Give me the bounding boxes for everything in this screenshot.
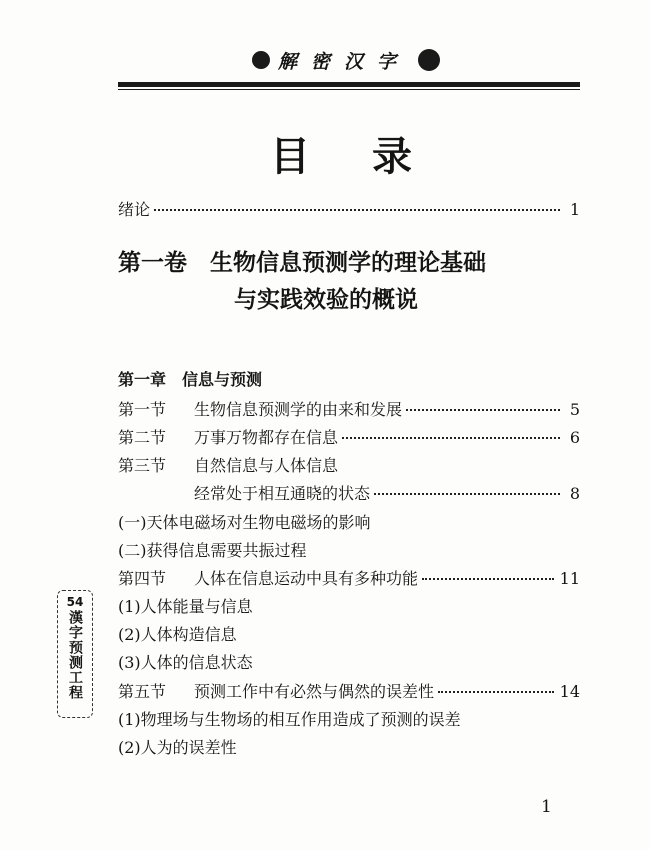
page-title: 目录: [270, 134, 474, 180]
dot-leader: [342, 437, 560, 439]
toc-entry-section-3-continuation[interactable]: [194, 481, 580, 504]
stamp-text: 漢字预测工程: [67, 610, 83, 700]
toc-page: 1: [569, 200, 580, 219]
toc-entry-section-2[interactable]: [118, 425, 580, 448]
toc-entry-section-5[interactable]: [118, 679, 580, 702]
toc-entry-section-1[interactable]: [118, 397, 580, 420]
dot-leader: [438, 691, 554, 693]
chapter-heading: 第一章 信息与预测: [118, 370, 263, 389]
toc-subentry[interactable]: (二)获得信息需要共振过程: [118, 541, 307, 560]
section-number: 第四节: [118, 569, 167, 588]
dot-leader: [406, 409, 560, 411]
section-title: 自然信息与人体信息: [194, 456, 339, 475]
toc-subentry[interactable]: (一)天体电磁场对生物电磁场的影响: [118, 513, 371, 532]
bullet-left: [252, 51, 270, 69]
toc-page: 11: [559, 569, 580, 588]
dot-leader: [154, 209, 560, 211]
toc-entry-intro[interactable]: [118, 197, 580, 220]
toc-entry-section-3[interactable]: [118, 453, 580, 476]
toc-page: 8: [569, 484, 580, 503]
section-number: 第一节: [118, 400, 167, 419]
toc-subentry[interactable]: (1)人体能量与信息: [118, 597, 253, 616]
section-title: 生物信息预测学的由来和发展: [194, 400, 403, 419]
toc-page: 5: [569, 400, 580, 419]
section-number: 第三节: [118, 456, 167, 475]
dot-leader: [422, 578, 554, 580]
toc-subentry[interactable]: (3)人体的信息状态: [118, 653, 253, 672]
bullet-right: [418, 49, 440, 71]
volume-title-line1: 第一卷 生物信息预测学的理论基础: [118, 250, 486, 276]
toc-page: 14: [559, 682, 580, 701]
stamp-number: 54: [66, 595, 84, 609]
toc-subentry[interactable]: (2)人体构造信息: [118, 625, 237, 644]
header-rule-thick: [118, 82, 580, 87]
section-number: 第五节: [118, 682, 167, 701]
header-banner-text: 解密汉字: [277, 50, 410, 73]
volume-title-line2: 与实践效验的概说: [234, 287, 418, 313]
section-title-continuation: 经常处于相互通晓的状态: [194, 484, 371, 503]
header-rule-thin: [118, 89, 580, 90]
section-title: 预测工作中有必然与偶然的误差性: [194, 682, 435, 701]
section-number: 第二节: [118, 428, 167, 447]
section-title: 万事万物都存在信息: [194, 428, 339, 447]
section-title: 人体在信息运动中具有多种功能: [194, 569, 419, 588]
header-banner: [236, 46, 456, 74]
toc-label: 绪论: [118, 200, 151, 219]
toc-page: 6: [569, 428, 580, 447]
side-stamp: [57, 590, 93, 718]
toc-entry-section-4[interactable]: [118, 566, 580, 589]
dot-leader: [374, 493, 560, 495]
toc-subentry[interactable]: (1)物理场与生物场的相互作用造成了预测的误差: [118, 710, 461, 729]
page-number: 1: [541, 797, 552, 817]
toc-subentry[interactable]: (2)人为的误差性: [118, 738, 237, 757]
